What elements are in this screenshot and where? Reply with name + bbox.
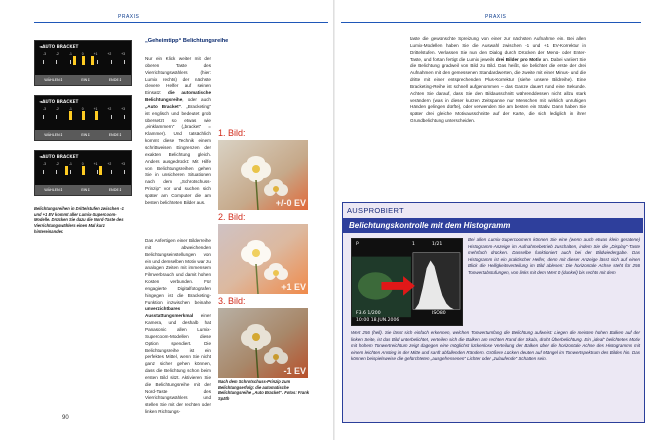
ev-marker: [91, 56, 94, 65]
ev-tag: +/-0 EV: [275, 198, 306, 208]
photo-caption: Nach dem Schrotschuss-Prinzip zum Belichtungserfolg: die automatische Belichtungsreihe „Auto Bracket“. Fotos: Frank Späth: [218, 379, 309, 401]
ev-marker: [65, 166, 68, 175]
lcd-button-bar: WÄHLEN↕ EIN↕ ENDE↕: [35, 130, 131, 140]
photo-label-3: 3. Bild:: [218, 296, 246, 306]
lcd-screen-3: [34, 150, 132, 196]
ev-scale: -3 -2 -1 0 +1 +2 +3: [43, 54, 125, 68]
ev-tag: +1 EV: [281, 282, 306, 292]
lcd-title: ◄AUTO BRACKET: [39, 154, 79, 159]
header-rule-right: [341, 22, 641, 23]
ev-scale: -3 -2 -1 0 +1 +2 +3: [43, 109, 125, 123]
running-head-left: PRAXIS: [118, 14, 140, 20]
ev-marker: [82, 111, 85, 120]
ev-scale: -3 -2 -1 0 +1 +2 +3: [43, 164, 125, 178]
ev-marker: [73, 56, 76, 65]
exposure-info: F3.6 1/200: [356, 311, 381, 316]
flower-photo-3: [218, 308, 308, 378]
body-column-1: [145, 38, 229, 45]
tip-box-label: AUSPROBIERT: [347, 206, 404, 215]
header-rule-left: [34, 22, 328, 23]
ev-tag: -1 EV: [283, 366, 306, 376]
lcd-caption: Belichtungsreihen in Drittelstufen zwischen -1 und +1 EV kommt aller Lumix-Supercoom-Modelle. Drücken Sie dazu die Nord-Taste des Vierrichtungswählers einen Mal kurz hintereinander.: [34, 206, 124, 234]
flower-photo-2: [218, 224, 308, 294]
date-time: 10:00 18.JUN.2006: [356, 318, 400, 323]
image-counter: 1/21: [432, 242, 443, 247]
tip-box: [342, 202, 645, 423]
lcd-screen-1: [34, 40, 132, 86]
photo-label-1: 1. Bild:: [218, 128, 246, 138]
ev-marker: [95, 111, 98, 120]
lcd-title: ◄AUTO BRACKET: [39, 99, 79, 104]
mode-indicator: P: [356, 242, 359, 247]
body-text-right: taste die gewünschte Spreizung von einer zur nächsten Aufnahme ein. Bei allen Lumix-Modellen haben Sie die Auswahl zwischen -1 und +1 EV-Korrektur in Drittelstufen. Verlassen Sie nun den Dialog durch Drücken der Menü- oder Enter-Taste, und fortan fertigt die Lumix jeweils drei Bilder pro Motiv an. Dabei variiert Sie die Belichtung gradweil von Bild zu Bild. Das heißt, sie belichtet die erste der drei Aufnahmen mit den gemessenen Standardwerten, die zweite mit einer Minus- und die dritte mit einer entsprechenden Plus-Korrektur (siehe unsere Bildreihe). Eine Bracketing-Reihe ist schnell aufgenommen – das Ganze dauert rund eine Sekunde. Achten Sie darauf, dass Sie den Bildausschnitt währenddessen nicht allzu stark verändern (was in dieser kurzen Zeitspanne nur Menschen mit wirklich unruhigen Händen gelingen dürfte), oder verwenden Sie am besten ein Stativ. Dann haben Sie später drei gleiche Motivausschnitte auf der Karte, die sich lediglich in ihrer Grundbelichtung unterscheiden.: [410, 36, 587, 124]
left-page: [0, 0, 333, 440]
lcd-button-bar: WÄHLEN↕ EIN↕ ENDE↕: [35, 75, 131, 85]
tip-text-bottom: Wert 256 (hell). Sie lässt sich einfach erkennen, welchen Tonwertumfang die Belichtung aufweist: Liegen die meisten hohen Balken auf der linken Seite, ist das Bild unterbelichtet, verteilen sich die Balken am rechten Rand der Skala, droht Überbelichtung. Ein „ideal“ belichtetes Motiv mit hohem Tonwertreichtum zeigt dagegen eine möglichst lückenlose Verteilung der Balken über die horizontale Achse des Histogramms mit einem leichten Anstieg in der Mitte und sanft abfallenden Rändern. Größere Lücken deuten auf Mängel im Tonwertspektrum des Bildes hin. Das können beispielsweise die gefürchteten „ausgefressenen“ Lichter oder „zulaufende“ Schatten sein.: [351, 330, 640, 362]
ev-marker: [69, 111, 72, 120]
tip-box-title: Belichtungskontrolle mit dem Histogramm: [343, 218, 643, 233]
lcd-screen-2: [34, 95, 132, 141]
photo-label-2: 2. Bild:: [218, 212, 246, 222]
flower-photo-1: [218, 140, 308, 210]
section-heading: „Geheimtipp“ Belichtungsreihe: [145, 38, 229, 44]
running-head-right: PRAXIS: [485, 14, 507, 20]
lcd-button-bar: WÄHLEN↕ EIN↕ ENDE↕: [35, 185, 131, 195]
lcd-title: ◄AUTO BRACKET: [39, 44, 79, 49]
body-text-1: Nur ein Klick weiter mit der oberen Taste des Vierrichtungswählers (hier: Lumix rechts) der nächste clevere Helfer auf seinen Einsatz: die automatische Belichtungsreihe, oder auch „Auto Bracket“. „Bracketing“ ist englisch und bedeutet grob übersetzt so etwas wie „einklammern“ („bracket“ = Klammer). Und tatsächlich kommt diese Technik einem schrittweisen Eingrenzen der exakten Belichtung gleich. Anders ausgedrückt: Mit Hilfe von Belichtungsreihen gehen Sie in unsicheren Situationen nach dem „Schrotschuss-Prinzip“ vor und suchen sich später am Computer die am besten belichteten Bilder aus.: [145, 56, 211, 205]
iso-indicator: ISO80: [432, 311, 446, 316]
ev-marker: [82, 166, 85, 175]
ev-marker: [82, 56, 85, 65]
tip-text-right: Bei allen Lumix-Supercoomern können Sie eine (wenn auch etwas klein geratene) Histogramm-Anzeige im Aufnahmebetrieb zuschalten, indem Sie die „Display“-Taste mehrfach drücken. Dasselbe funktioniert auch bei der Bildwiedergabe. Das Histogramm ist ein praktischer Helfer, denn mit dieser Anzeige lässt sich auf einen Blick die Helligkeitsverteilung im Bild ablesen: Die horizontale Achse steht für 256 Tonwertabstufungen, von links mit dem Wert 0 (dunkel) bis rechts mit dem: [468, 237, 640, 275]
page-number-left: 90: [62, 415, 69, 421]
camera-histogram-screen: [351, 238, 463, 326]
frame-indicator: 1: [412, 242, 415, 247]
body-text-2: Das Anfertigen einer Bilderreihe mit abweichenden Belichtungseinstellungen von ein und demselben Motiv war zu analogen Zeiten mit immensem Filmverbrauch und damit hohen Kosten verbunden. Für engagierte Digitalfotografen hingegen ist die Bracketing-Funktion inzwischen beinahe unverzichtbares Ausstattungsmerkmal einer Kamera, und deshalb hat Panasonic allen Lumix-Supercoom-Modellen diese Option spendiert. Die Belichtungsreihe ist ein perfektes Mittel, wenn Sie nicht ganz sicher gehen können, dass die Belichtung schon beim ersten Bild sitzt. Aktivieren Sie die Belichtungsreihe mit der Nord-Taste des Vierrichtungswählers und stellen Sie mit der rechten oder linken Richtungs-: [145, 238, 211, 415]
ev-marker: [99, 166, 102, 175]
